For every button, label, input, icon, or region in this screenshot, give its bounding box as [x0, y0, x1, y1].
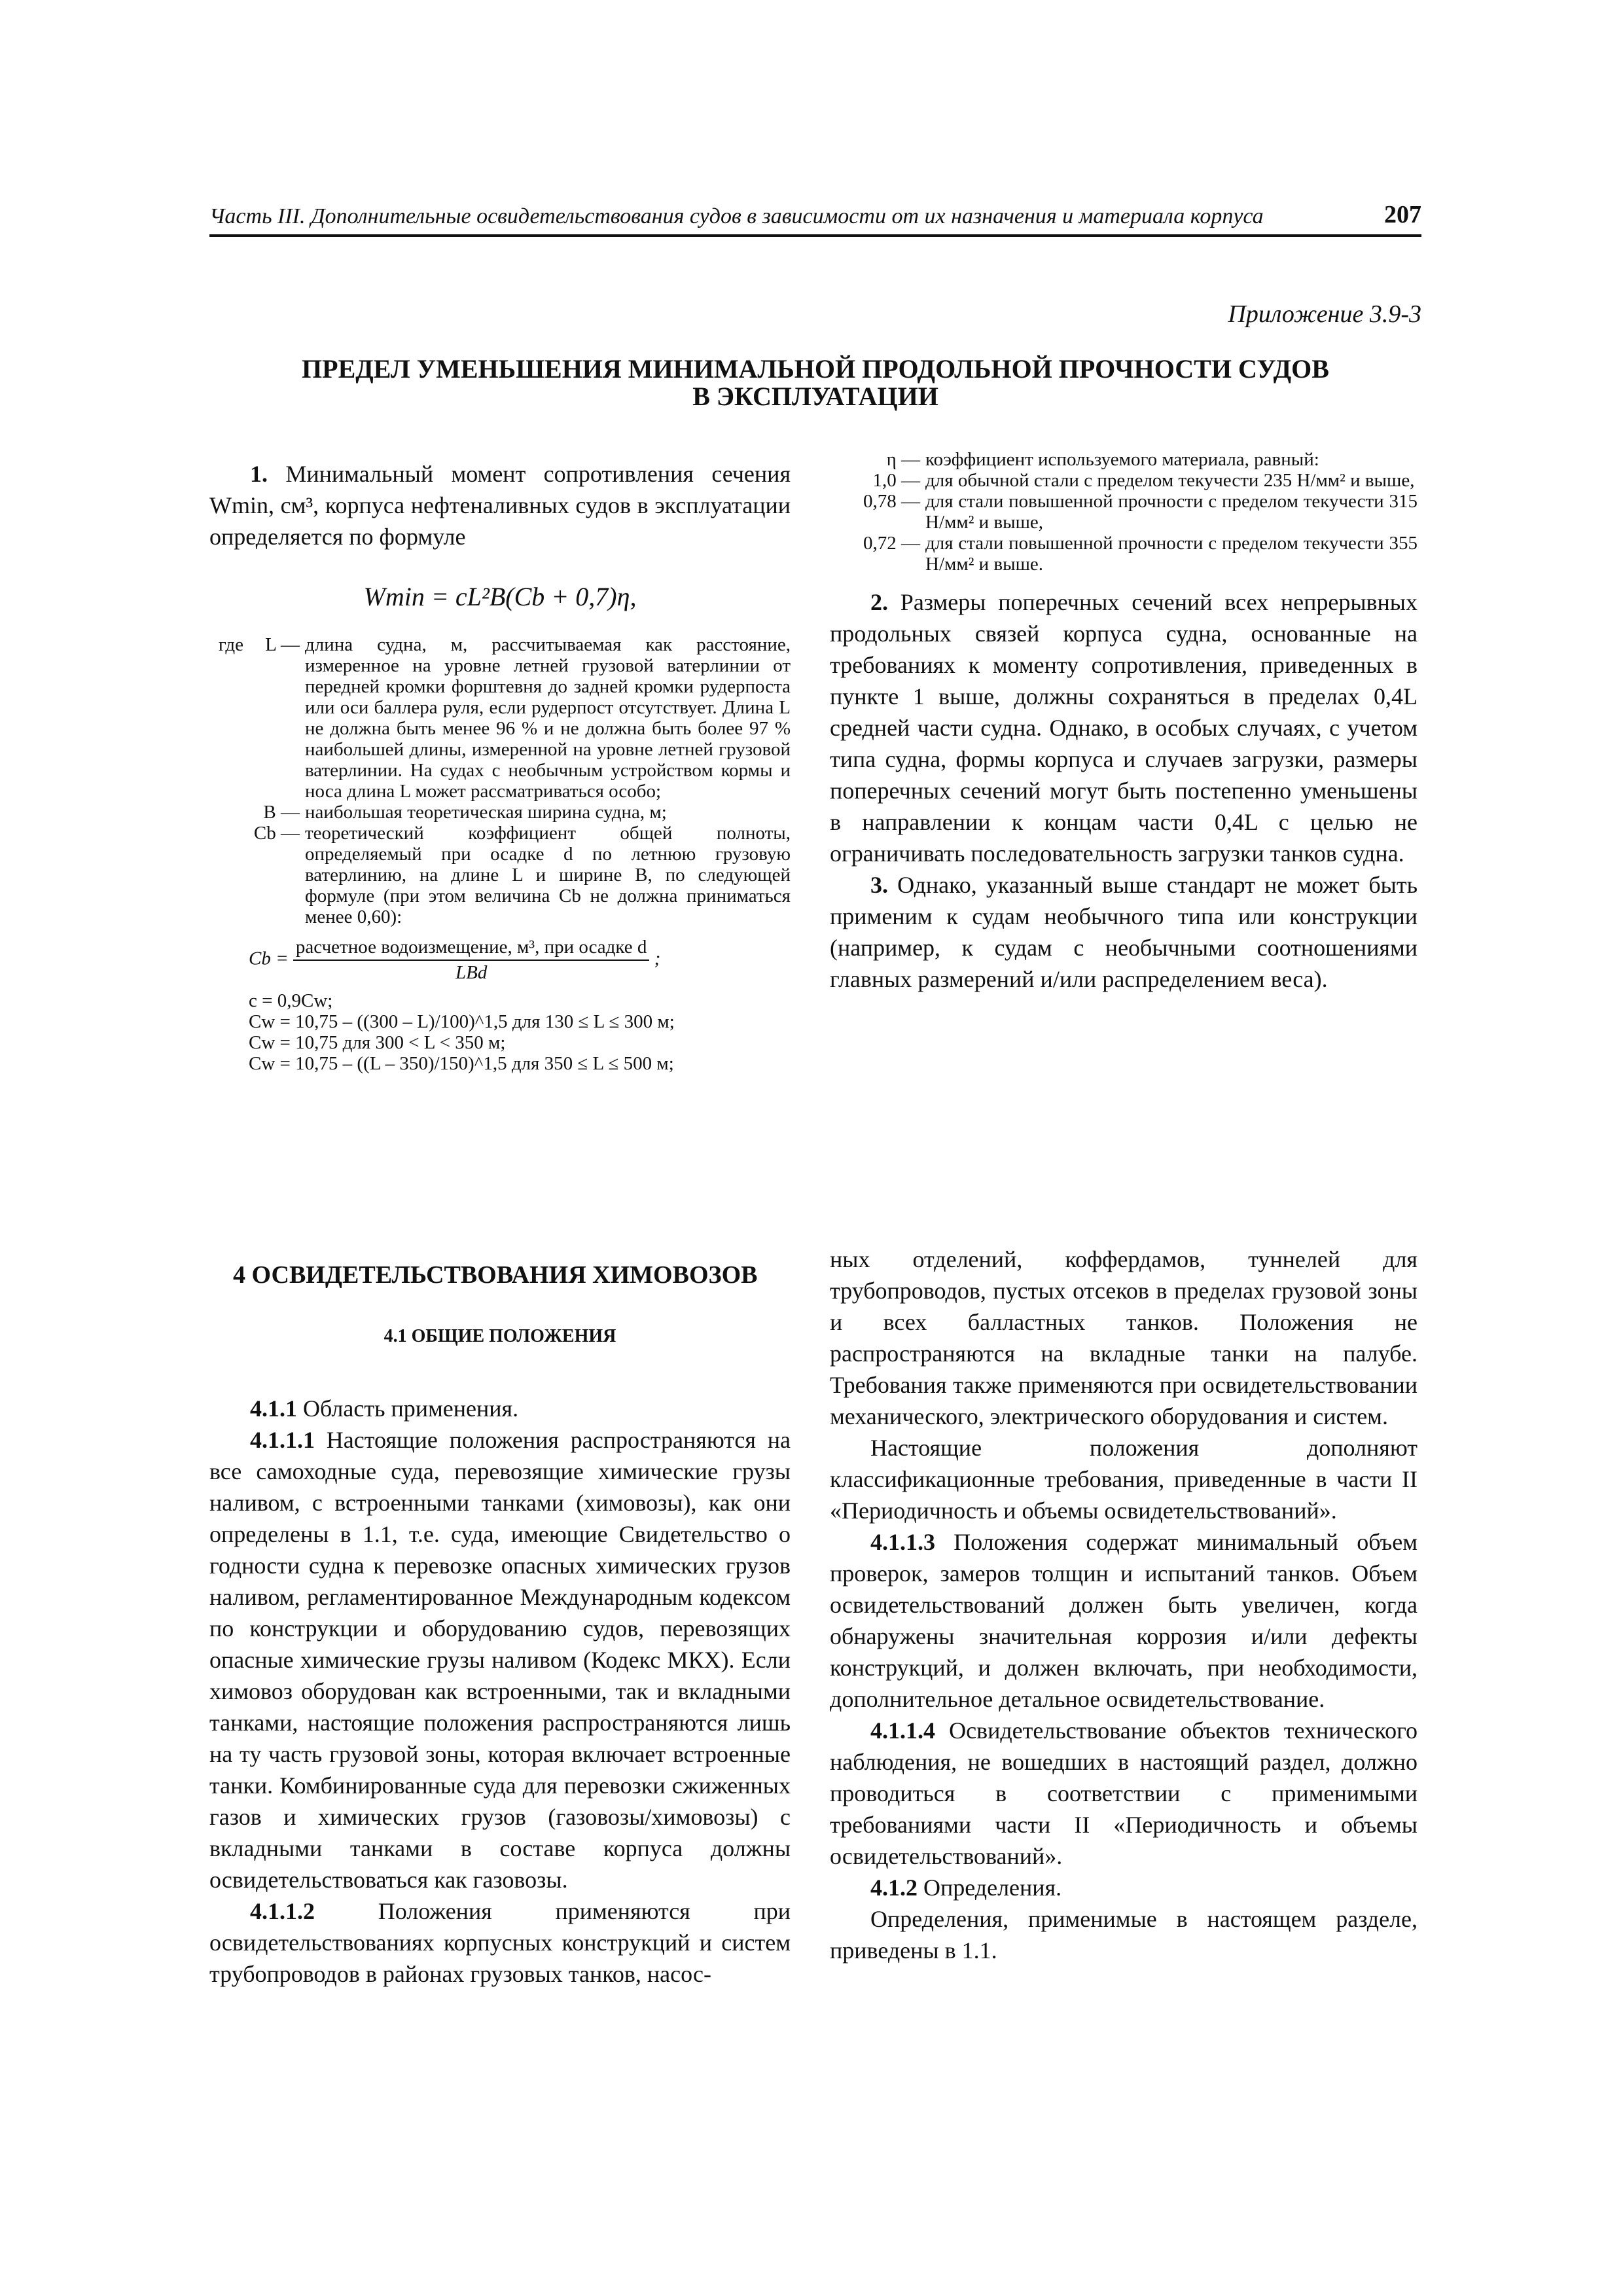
eta-definitions: [830, 449, 1418, 575]
definition-text: для стали повышенной прочности с пределом текучести 315 Н/мм² и выше,: [925, 491, 1418, 533]
page-title-line1: ПРЕДЕЛ УМЕНЬШЕНИЯ МИНИМАЛЬНОЙ ПРОДОЛЬНОЙ ПРОЧНОСТИ СУДОВ: [302, 354, 1329, 384]
definition-row: [209, 823, 791, 927]
definition-row: [830, 470, 1418, 491]
definition-row: [830, 533, 1418, 575]
clause-4-1-1-2: [209, 1895, 791, 1990]
paragraph-continued: ных отделений, коффердамов, туннелей для трубопроводов, пустых отсеков в пределах грузовой зоны и всех балластных танков. Положения не распространяются на вкладные танки на палубе. Требования также применяются при освидетельствовании механического, электрического оборудования и систем.: [830, 1246, 1418, 1429]
paragraph-1-number: 1.: [250, 461, 268, 487]
clause-4-1-1-3: [830, 1526, 1418, 1715]
subsection-title: 4.1 ОБЩИЕ ПОЛОЖЕНИЯ: [383, 1326, 616, 1346]
definition-term: 1,0 —: [872, 470, 920, 491]
formula-cb-fraction: [293, 937, 650, 984]
right-bottom-column: [830, 1244, 1418, 1966]
paragraph-2-text: Размеры поперечных сечений всех непрерывных продольных связей корпуса судна, основанные на требованиях к моменту сопротивления, приведенных в пункте 1 выше, должны сохраняться в пределах 0,4L средней части судна. Однако, в особых случаях, с учетом типа судна, формы корпуса и случаев загрузки, размеры поперечных сечений могут быть постепенно уменьшены в направлении к концам части 0,4L с целью не ограничивать последовательность загрузки танков судна.: [830, 589, 1418, 867]
formula-line: Cw = 10,75 для 300 < L < 350 м;: [249, 1032, 506, 1053]
clause-text: Настоящие положения распространяются на все самоходные суда, перевозящие химические грузы наливом, с встроенными танками (химовозы), как они определены в 1.1, т.е. суда, имеющие Свидетельство о годности судна к перевозке опасных химических грузов наливом, регламентированное Международным кодексом по конструкции и оборудованию судов, перевозящих опасные химические грузы наливом (Кодекс МКХ). Если химовоз оборудован как встроенными, так и вкладными танками, настоящие положения распространяются лишь на ту часть грузовой зоны, которая включает встроенные танки. Комбинированные суда для перевозки сжиженных газов и химических грузов (газовозы/химовозы) с вкладными танками в составе корпуса должны освидетельствоваться как газовозы.: [209, 1427, 791, 1893]
definition-row: [830, 491, 1418, 533]
clause-number: 4.1.1.4: [870, 1717, 935, 1744]
clause-number: 4.1.1.3: [870, 1529, 935, 1555]
definition-text: длина судна, м, рассчитываемая как расстояние, измеренное на уровне летней грузовой ватерлинии от передней кромки форштевня до задней кромки рудерпоста или оси баллера руля, если рудерпост отсутствует. Длина L не должна быть менее 96 % и не должна быть более 97 % наибольшей длины, измеренной на уровне летней грузовой ватерлинии. На судах с необычным устройством кормы и носа длина L может рассматриваться особо;: [305, 634, 791, 802]
page-title-line2: В ЭКСПЛУАТАЦИИ: [692, 382, 938, 411]
formula-cb-lhs: Cb =: [249, 948, 289, 969]
paragraph-definitions: Определения, применимые в настоящем разделе, приведены в 1.1.: [830, 1906, 1418, 1964]
definitions-list: [209, 634, 791, 927]
definition-term: L —: [265, 634, 300, 655]
clause-number: 4.1.1.2: [250, 1898, 315, 1924]
clause-text: Определения.: [923, 1874, 1062, 1901]
running-header: [209, 195, 1421, 237]
clause-4-1-1-4: [830, 1715, 1418, 1872]
paragraph-1: [209, 458, 791, 552]
paragraph-2-number: 2.: [870, 589, 888, 615]
formula-wmin: Wmin = cL²B(Cb + 0,7)η,: [363, 582, 637, 611]
clause-text: Освидетельствование объектов технического наблюдения, не вошедших в настоящий раздел, должно проводиться в соответствии с применимыми требованиями части II «Периодичность и объемы освидетельствований».: [830, 1717, 1418, 1869]
where-label: где: [218, 634, 243, 655]
definition-term: 0,78 —: [863, 491, 920, 512]
definition-text: коэффициент используемого материала, равный:: [925, 449, 1319, 470]
formula-list: [249, 990, 791, 1074]
right-top-column: [830, 449, 1418, 995]
paragraph-supplement: Настоящие положения дополняют классификационные требования, приведенные в части II «Периодичность и объемы освидетельствований».: [830, 1435, 1418, 1524]
formula-cb-end: ;: [654, 948, 661, 969]
paragraph-3-number: 3.: [870, 872, 888, 898]
running-title: Часть III. Дополнительные освидетельствования судов в зависимости от их назначения и материала корпуса: [209, 204, 1264, 228]
definition-term: 0,72 —: [863, 533, 920, 554]
paragraph-3-text: Однако, указанный выше стандарт не может быть применим к судам необычного типа или конструкции (например, к судам с необычными соотношениями главных размерений и/или распределением веса).: [830, 872, 1418, 992]
paragraph-2: [830, 586, 1418, 869]
definition-text: для стали повышенной прочности с пределом текучести 355 Н/мм² и выше.: [925, 533, 1418, 575]
clause-text: Положения применяются при освидетельствованиях корпусных конструкций и систем трубопроводов в районах грузовых танков, насос-: [209, 1898, 791, 1987]
clause-4-1-2: [830, 1872, 1418, 1903]
clause-text: Положения содержат минимальный объем проверок, замеров толщин и испытаний танков. Объем освидетельствований должен быть увеличен, когда обнаружены значительная коррозия и/или дефекты конструкций, и должен включать, при необходимости, дополнительное детальное освидетельствование.: [830, 1529, 1418, 1712]
section-title: 4 ОСВИДЕТЕЛЬСТВОВАНИЯ ХИМОВОЗОВ: [233, 1261, 758, 1289]
paragraph-1-text: Минимальный момент сопротивления сечения Wmin, см³, корпуса нефтеналивных судов в эксплуатации определяется по формуле: [209, 461, 791, 550]
definition-term: Cb —: [253, 823, 300, 844]
clause-number: 4.1.1.1: [250, 1427, 315, 1453]
definition-term: η —: [886, 449, 920, 470]
appendix-label: Приложение 3.9-3: [1228, 300, 1421, 328]
formula-cb-denominator: LBd: [455, 962, 488, 983]
page-title: [209, 355, 1421, 410]
definition-term: B —: [263, 802, 300, 823]
clause-number: 4.1.1: [250, 1395, 297, 1422]
formula-line: c = 0,9Cw;: [249, 990, 333, 1011]
definition-row: [830, 449, 1418, 470]
page-number: 207: [1384, 201, 1421, 228]
definition-text: наибольшая теоретическая ширина судна, м;: [305, 802, 667, 823]
formula-cb: [249, 937, 791, 984]
clause-4-1-1: [209, 1393, 791, 1424]
definition-text: теоретический коэффициент общей полноты, определяемый при осадке d по летнюю грузовую ватерлинию, на длине L и ширине B, по следующей формуле (при этом величина Cb не должна приниматься менее 0,60):: [305, 823, 791, 927]
definition-text: для обычной стали с пределом текучести 235 Н/мм² и выше,: [925, 470, 1415, 491]
left-top-column: [209, 458, 791, 1074]
paragraph-3: [830, 869, 1418, 995]
definition-row: [209, 634, 791, 802]
definition-row: [209, 802, 791, 823]
formula-line: Cw = 10,75 – ((300 – L)/100)^1,5 для 130 ≤ L ≤ 300 м;: [249, 1011, 675, 1032]
clause-4-1-1-1: [209, 1424, 791, 1895]
clause-text: Область применения.: [303, 1395, 519, 1422]
formula-line: Cw = 10,75 – ((L – 350)/150)^1,5 для 350 ≤ L ≤ 500 м;: [249, 1053, 674, 1074]
clause-number: 4.1.2: [870, 1874, 918, 1901]
left-bottom-column: [209, 1261, 791, 1990]
formula-cb-numerator: расчетное водоизмещение, м³, при осадке d: [293, 937, 650, 961]
